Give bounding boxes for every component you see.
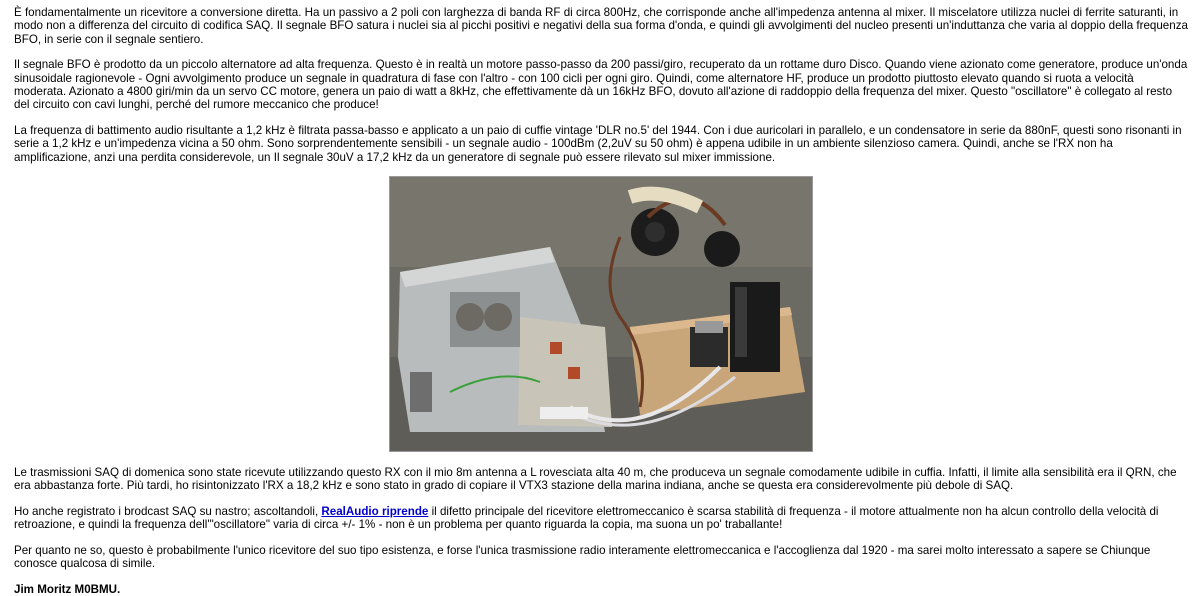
photo-container	[14, 176, 1188, 452]
realaudio-link[interactable]: RealAudio riprende	[321, 504, 429, 518]
recording-text-start: Ho anche registrato i brodcast SAQ su nastro; ascoltandoli,	[14, 504, 322, 518]
recording-text-end: il difetto principale del ricevitore elettromeccanico è scarsa stabilità di frequenza - il motore attualmente non ha alcun controllo della velocità di retroazione, e quindi la frequenza dell'"oscillatore" varia di circa +/- 1% - non è un problema per quanto riguarda la copia, ma suona un po' traballante!	[14, 504, 1159, 532]
paragraph-audio: La frequenza di battimento audio risultante a 1,2 kHz è filtrata passa-basso e applicato a un paio di cuffie vintage 'DLR no.5' del 1944. Con i due auricolari in parallelo, e un condensatore in serie da 880nF, questi sono risonanti in serie a 1,2 kHz e un'impedenza vicina a 50 ohm. Sono sorprendentemente sensibili - un segnale audio - 100dBm (2,2uV su 50 ohm) è appena udibile in un ambiente silenzioso camera. Quindi, anche se l'RX non ha amplificazione, anzi una perdita considerevole, un Il segnale 30uV a 17,2 kHz da un generatore di segnale può essere rilevato sul mixer immissione.	[14, 123, 1182, 164]
paragraph-reception: Le trasmissioni SAQ di domenica sono state ricevute utilizzando questo RX con il mio 8m antenna a L rovesciata alta 40 m, che produceva un segnale comodamente udibile in cuffia. Infatti, il limite alla sensibilità era il QRN, che era abbastanza forte. Più tardi, ho risintonizzato l'RX a 18,2 kHz e sono stato in grado di copiare il VTX3 stazione della marina indiana, anche se questa era considerevolmente più debole di SAQ.	[14, 466, 1177, 493]
paragraph-mixer: È fondamentalmente un ricevitore a conversione diretta. Ha un passivo a 2 poli con larghezza di banda RF di circa 800Hz, che corrisponde anche all'impedenza antenna al mixer. Il miscelatore utilizza nuclei di ferrite saturanti, in modo non a differenza del circuito di codifica SAQ. Il segnale BFO satura i nuclei sia al picchi positivi e negativi della sua forma d'onda, e quindi gli avvolgimenti del nucleo presenti un'induttanza che varia al doppio della frequenza BFO, in serie con il segnale sentiero.	[14, 6, 1188, 46]
receiver-photo	[389, 176, 813, 452]
paragraph-recording	[14, 505, 1188, 532]
author-signature: Jim Moritz M0BMU.	[14, 582, 121, 596]
paragraph-bfo: Il segnale BFO è prodotto da un piccolo alternatore ad alta frequenza. Questo è in realtà un motore passo-passo da 200 passi/giro, recuperato da un rottame duro Disco. Quando viene azionato come generatore, produce un'onda sinusoidale ragionevole - Ogni avvolgimento produce un segnale in quadratura di fase con l'altro - con 100 cicli per ogni giro. Quindi, come alternatore HF, produce un prodotto piuttosto elevato quando si ruota a velocità moderata. Azionato a 4800 giri/min da un servo CC motore, genera un paio di watt a 8kHz, che effettivamente dà un 16kHz BFO, dovuto all'azione di raddoppio della frequenza del mixer. Questo "oscillatore" è collegato al resto del circuito con cavi lunghi, perché del rumore meccanico che produce!	[14, 58, 1188, 112]
paragraph-conclusion: Per quanto ne so, questo è probabilmente l'unico ricevitore del suo tipo esistenza, e forse l'unica trasmissione radio interamente elettromeccanica e l'accoglienza dal 1920 - ma sarei molto interessato a sapere se Chiunque conosce qualcosa di simile.	[14, 543, 1151, 571]
